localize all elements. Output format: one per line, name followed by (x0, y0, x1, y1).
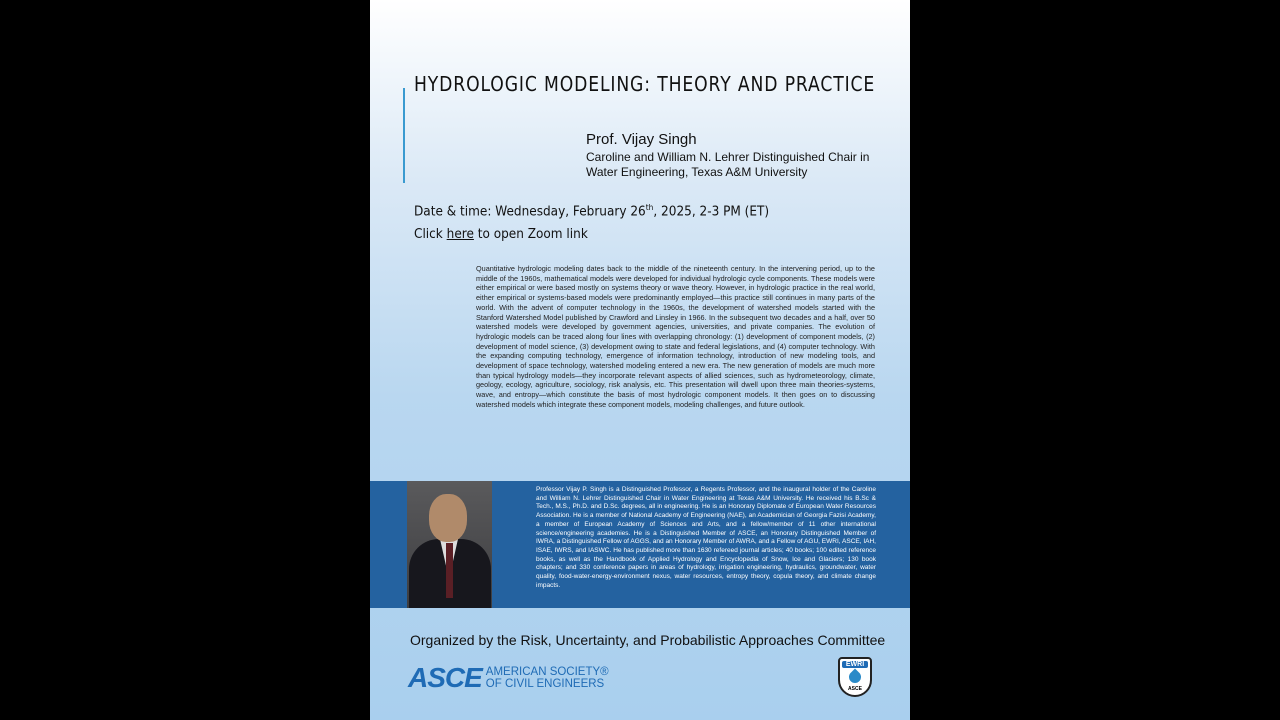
ewri-logo (838, 657, 872, 697)
speaker-name: Prof. Vijay Singh (586, 131, 697, 148)
date-time (414, 203, 769, 219)
speaker-info (586, 131, 869, 180)
click-pre: Click (414, 227, 447, 242)
bio-band (370, 481, 910, 608)
date-sup: th (645, 203, 654, 212)
asce-mark: ASCE (408, 662, 482, 693)
water-drop-icon (847, 669, 864, 686)
click-post: to open Zoom link (473, 227, 588, 242)
zoom-link[interactable]: here (446, 227, 474, 242)
speaker-affiliation-2: Water Engineering, Texas A&M University (586, 165, 808, 179)
asce-line1: AMERICAN SOCIETY® (485, 666, 609, 678)
ewri-sub: ASCE (848, 686, 862, 692)
organizer: Organized by the Risk, Uncertainty, and Probabilistic Approaches Committee (410, 632, 886, 648)
date-label: Date & time: Wednesday, February 26 (414, 204, 646, 220)
abstract: Quantitative hydrologic modeling dates back to the middle of the nineteenth century. In the intervening period, up to the middle of the 1960s, mathematical models were developed for individual hydrologic cycle components. These models were either empirical or were based mostly on systems theory or wave theory. However, in hydrologic practice in the real world, either empirical or systems-based models were predominantly employed—this practice still continues in many parts of the world. With the advent of computer technology in the 1960s, the development of watershed models started with the Stanford Watershed Model published by Crawford and Linsley in 1966. In the subsequent two decades and a half, over 50 watershed models were developed by government agencies, universities, and private companies. The evolution of hydrologic models can be traced along four lines with overlapping chronology: (1) development of component models, (2) development of model science, (3) development owing to state and federal legislations, and (4) computer technology. With the expanding computing technology, emergence of information technology, introduction of new modeling tools, and development of space technology, watershed modeling entered a new era. The new generation of models are much more than typical hydrology models—they incorporate relevant aspects of allied sciences, such as hydrometeorology, climate, geology, ecology, agriculture, sociology, risk analysis, etc. This presentation will dwell upon three main theories-systems, wave, and entropy—which constitute the basis of most hydrologic component models. It then goes on to discussing watershed models which integrate these component models, modeling challenges, and future outlook. (476, 264, 875, 409)
zoom-link-line (414, 227, 588, 242)
speaker-bio: Professor Vijay P. Singh is a Distinguished Professor, a Regents Professor, and the inaugural holder of the Caroline and William N. Lehrer Distinguished Chair in Water Engineering at Texas A&M University. He received his B.Sc & Tech., M.S., Ph.D. and D.Sc. degrees, all in engineering. He is an Honorary Diplomate of European Water Resources Association. He is a member of National Academy of Engineering (NAE), an Academician of Georgia Fazisi Academy, a member of European Academy of Sciences and Arts, and a fellow/member of 11 other international science/engineering academies. He is a Distinguished Member of ASCE, an Honorary Distinguished Member of IWRA, a Distinguished Fellow of AGGS, and an Honorary Member of AWRA, and a Fellow of AGU, EWRI, ASCE, IAH, ISAE, IWRS, and IASWC. He has published more than 1630 refereed journal articles; 40 books; 100 edited reference books, as well as the Handbook of Applied Hydrology and Encyclopedia of Snow, Ice and Glaciers; 130 book chapters; and 330 conference papers in areas of hydrology, irrigation engineering, hydraulics, groundwater, water quality, food-water-energy-environment nexus, water resources, entropy theory, copula theory, and climate change impacts. (536, 486, 876, 589)
accent-bar (403, 88, 405, 183)
ewri-text: EWRI (842, 661, 868, 668)
speaker-photo (407, 481, 492, 608)
asce-logo (408, 662, 609, 694)
speaker-affiliation-1: Caroline and William N. Lehrer Distinguished Chair in (586, 150, 870, 164)
date-rest: , 2025, 2-3 PM (ET) (653, 204, 770, 220)
poster (370, 0, 910, 720)
asce-line2: OF CIVIL ENGINEERS (485, 678, 605, 690)
page-title: HYDROLOGIC MODELING: THEORY AND PRACTICE (414, 72, 876, 96)
